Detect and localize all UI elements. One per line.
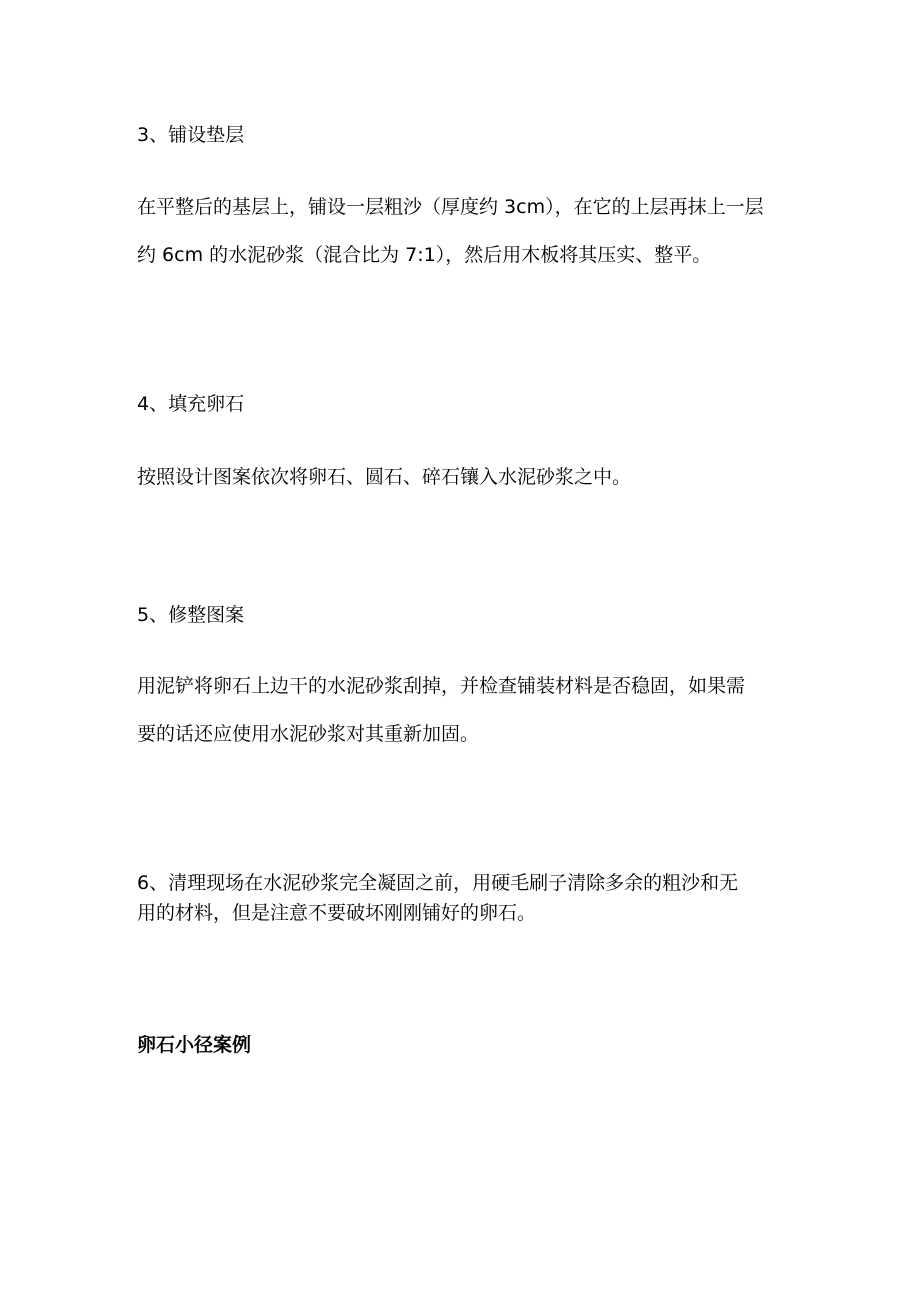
step6-paragraph-line2: 用的材料，但是注意不要破坏刚刚铺好的卵石。	[137, 902, 537, 924]
section-title: 卵石小径案例	[137, 1034, 252, 1056]
step4-paragraph-line1: 按照设计图案依次将卵石、圆石、碎石镶入水泥砂浆之中。	[137, 466, 632, 488]
step3-heading: 3、铺设垫层	[137, 124, 245, 146]
step3-paragraph-line2: 约 6cm 的水泥砂浆（混合比为 7:1），然后用木板将其压实、整平。	[137, 244, 712, 266]
step5-heading: 5、修整图案	[137, 604, 245, 626]
step5-paragraph-line1: 用泥铲将卵石上边干的水泥砂浆刮掉，并检查铺装材料是否稳固，如果需	[137, 675, 746, 697]
step6-paragraph-line1: 6、清理现场在水泥砂浆完全凝固之前，用硬毛刷子清除多余的粗沙和无	[137, 872, 739, 894]
step5-paragraph-line2: 要的话还应使用水泥砂浆对其重新加固。	[137, 723, 480, 745]
step3-paragraph-line1: 在平整后的基层上，铺设一层粗沙（厚度约 3cm），在它的上层再抹上一层	[137, 196, 764, 218]
step4-heading: 4、填充卵石	[137, 393, 245, 415]
